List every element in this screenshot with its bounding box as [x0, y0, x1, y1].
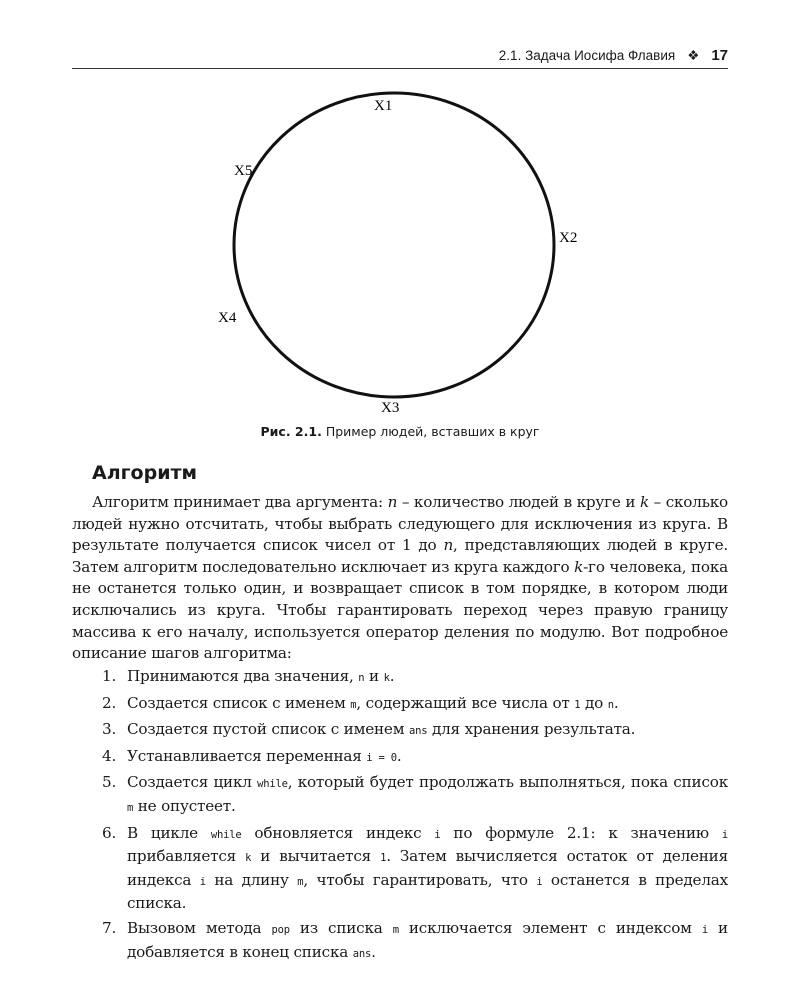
inline-code: n [358, 672, 365, 684]
text-run: по формуле 2.1: к значению [440, 823, 722, 842]
inline-code: ans [352, 947, 372, 960]
inline-code: m [127, 801, 134, 814]
text-run: . [371, 942, 376, 961]
text-run: для хранения результата. [427, 720, 636, 739]
inline-code: k [245, 852, 252, 865]
text-run: исключается элемент с индексом [398, 918, 702, 937]
item-number: 7. [102, 918, 117, 937]
circle-figure [0, 80, 800, 420]
text-run: до [580, 693, 608, 712]
text-run: . [396, 746, 402, 765]
label-x5: X5 [234, 163, 253, 179]
text-run: Создается цикл [127, 773, 258, 792]
inline-code: i [536, 875, 543, 888]
label-x3: X3 [381, 400, 400, 416]
text-run: . Затем вычисляется остаток от деления индекса [127, 847, 728, 889]
item-number: 2. [102, 693, 117, 712]
inline-code: i [701, 923, 708, 936]
list-item [72, 918, 728, 965]
text-run: – сколько людей нужно отсчитать, чтобы выбрать следующего для исключения из круга. В результате получается список чисел от 1 до [72, 493, 729, 555]
label-x1: X1 [374, 98, 393, 114]
body-paragraph [72, 492, 728, 665]
math-variable: k [574, 557, 584, 576]
page-number: 17 [711, 47, 728, 64]
text-run: . [389, 667, 395, 685]
text-run: Алгоритм принимает два аргумента: [92, 493, 388, 511]
text-run: и добавляется в конец списка [127, 918, 728, 961]
text-run: на длину [205, 870, 298, 889]
label-x4: X4 [218, 310, 237, 326]
running-title: 2.1. Задача Иосифа Флавия [498, 48, 676, 63]
text-run: , чтобы гарантировать, что [303, 870, 537, 889]
inline-code: pop [271, 923, 290, 936]
text-run: останется в пределах списка. [127, 870, 728, 913]
inline-code: i [199, 875, 206, 888]
inline-code: m [392, 923, 399, 936]
text-run: В цикле [127, 823, 211, 842]
text-run: Создается список с именем [127, 693, 351, 712]
text-run: -го человека, пока не останется только один, и возвращает список в том порядке, в котором люди исключались из круга. Чтобы гарантировать переход через правую границу массива к его началу, используется оператор деления по модулю. Вот подробное описание шагов алгоритма: [72, 557, 728, 663]
inline-code: while [210, 828, 242, 841]
list-item [72, 823, 728, 915]
text-run: и вычитается [251, 847, 381, 866]
header-rule [72, 68, 728, 69]
circle [234, 93, 554, 397]
ornament-icon: ❖ [687, 47, 700, 63]
item-number: 4. [102, 746, 117, 765]
text-run: Устанавливается переменная [127, 746, 367, 765]
list-item [72, 693, 728, 717]
item-number: 1. [102, 667, 117, 685]
running-header [499, 47, 728, 64]
text-run: Создается пустой список с именем [127, 720, 409, 739]
text-run: . [613, 693, 619, 712]
text-run: Вызовом метода [127, 918, 272, 937]
inline-code: n [607, 698, 614, 711]
item-number: 3. [102, 720, 117, 739]
item-number: 6. [102, 823, 117, 842]
section-heading: Алгоритм [92, 462, 198, 484]
inline-code: 1 [574, 698, 581, 711]
inline-code: i [434, 828, 441, 841]
list-item [72, 746, 728, 770]
inline-code: i [721, 828, 728, 841]
figure-caption [0, 424, 800, 439]
caption-label: Рис. 2.1. [260, 424, 322, 439]
label-x2: X2 [559, 230, 578, 246]
inline-code: i = 0 [366, 751, 397, 764]
steps-list [72, 666, 728, 968]
inline-code: while [257, 778, 288, 791]
math-variable: n [443, 536, 454, 555]
list-item [72, 666, 728, 690]
inline-code: ans [408, 725, 428, 738]
text-run: , представляющих людей в круге. Затем алгоритм последовательно исключает из круга каждого [72, 536, 728, 576]
caption-text: Пример людей, вставших в круг [325, 424, 540, 439]
text-run: прибавляется [127, 847, 246, 866]
inline-code: m [297, 875, 304, 888]
text-run: , содержащий все числа от [356, 693, 575, 712]
inline-code: m [350, 698, 357, 711]
text-run: Принимаются два значения, [127, 667, 359, 685]
list-item [72, 719, 728, 743]
math-variable: k [639, 493, 649, 511]
text-run: , который будет продолжать выполняться, пока список [287, 773, 729, 792]
text-run: и [364, 667, 384, 685]
item-number: 5. [102, 773, 117, 792]
text-run: не опустеет. [133, 796, 236, 815]
inline-code: 1 [380, 852, 387, 865]
list-item [72, 772, 728, 819]
math-variable: n [387, 493, 398, 511]
text-run: – количество людей в круге и [397, 493, 640, 511]
inline-code: k [383, 672, 390, 684]
text-run: из списка [289, 918, 393, 937]
text-run: обновляется индекс [241, 823, 435, 842]
